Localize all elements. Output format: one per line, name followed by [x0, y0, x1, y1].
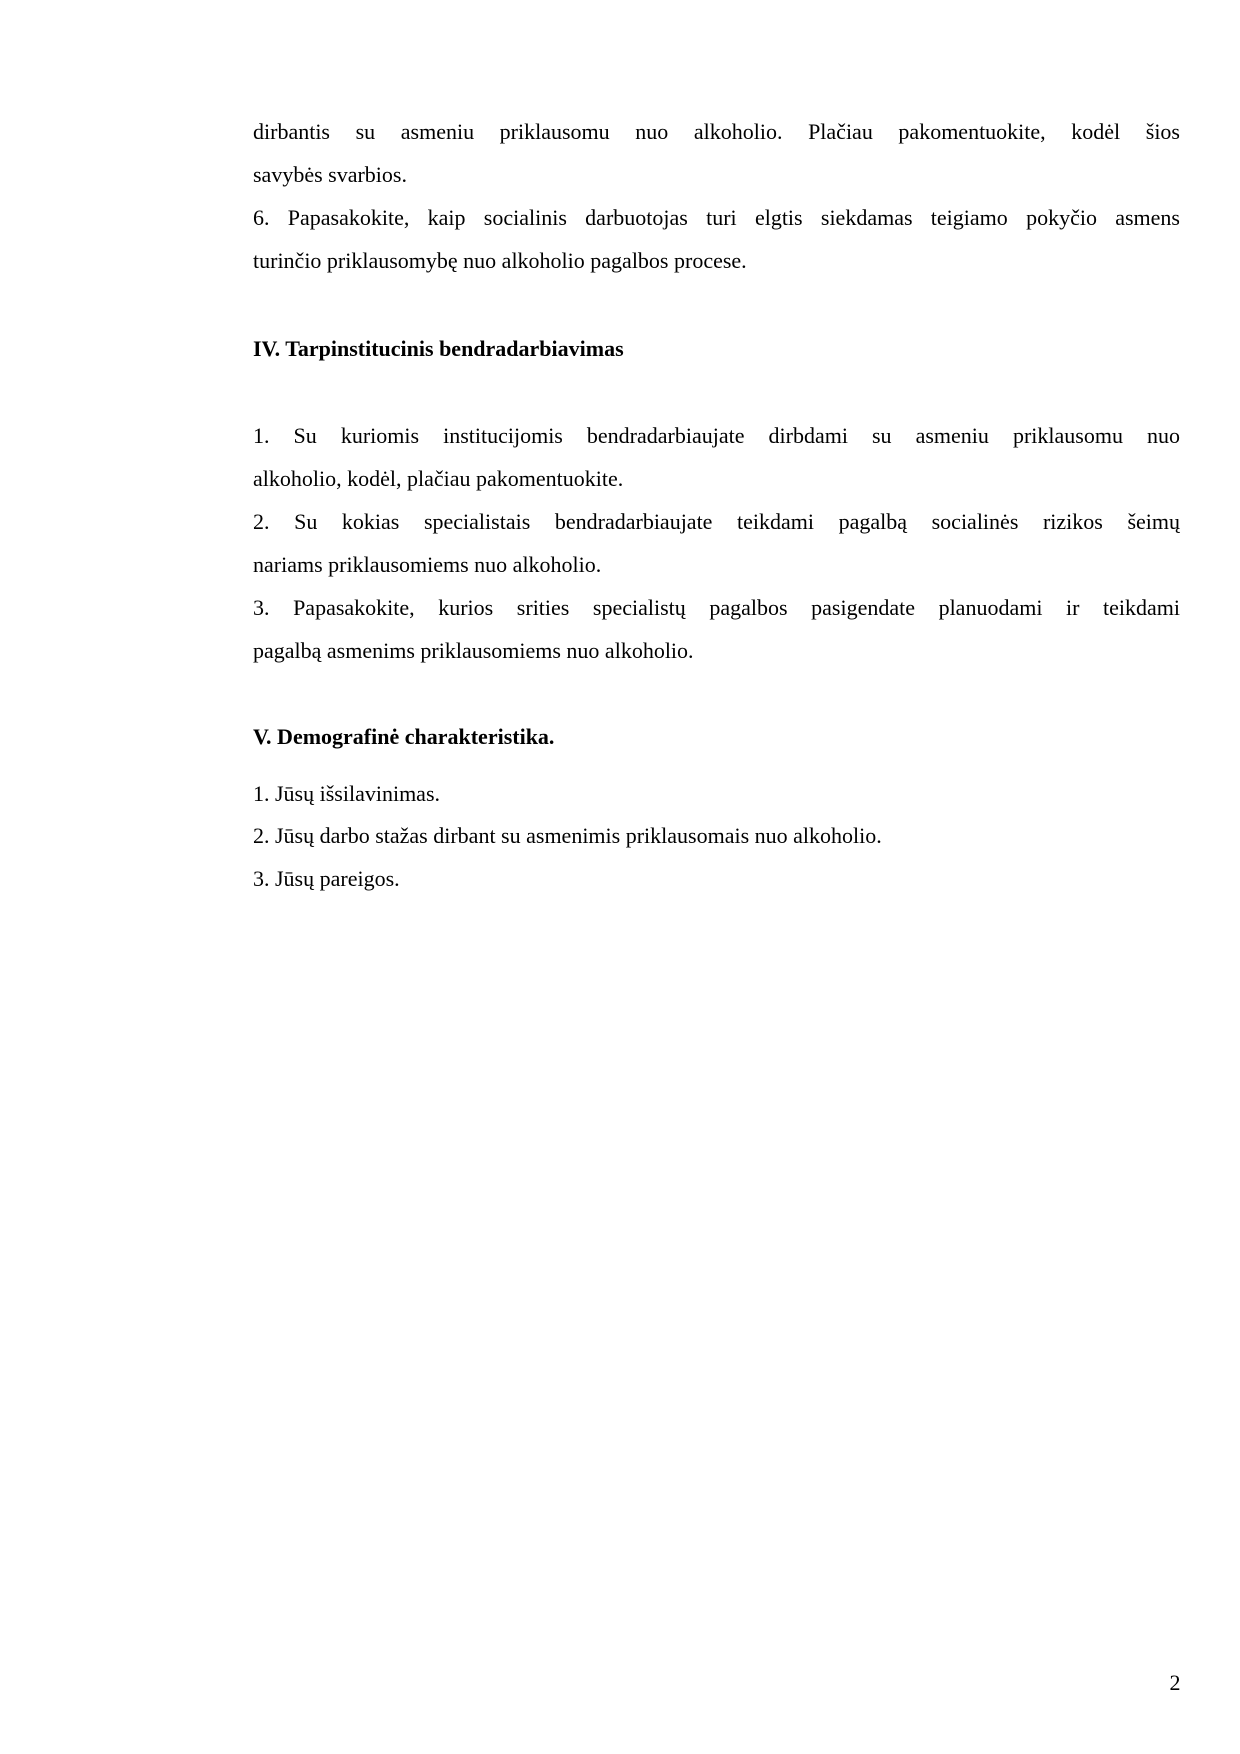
paragraph-line: dirbantis su asmeniu priklausomu nuo alkoholio. Plačiau pakomentuokite, kodėl šios — [253, 119, 1180, 144]
paragraph-line: savybės svarbios. — [253, 162, 407, 187]
section4-item-3-cont: pagalbą asmenims priklausomiems nuo alkoholio. — [253, 638, 694, 663]
section4-item-3: 3. Papasakokite, kurios srities specialistų pagalbos pasigendate planuodami ir teikdami — [253, 595, 1180, 620]
section-heading-v: V. Demografinė charakteristika. — [253, 724, 555, 749]
question-item-6-cont: turinčio priklausomybę nuo alkoholio pagalbos procese. — [253, 248, 747, 273]
section-heading-iv: IV. Tarpinstitucinis bendradarbiavimas — [253, 336, 624, 361]
page-number: 2 — [1169, 1670, 1181, 1695]
section4-item-1: 1. Su kuriomis institucijomis bendradarbiaujate dirbdami su asmeniu priklausomu nuo — [253, 423, 1180, 448]
section4-item-2-cont: nariams priklausomiems nuo alkoholio. — [253, 552, 602, 577]
section5-item-1: 1. Jūsų išsilavinimas. — [253, 781, 441, 806]
section4-item-2: 2. Su kokias specialistais bendradarbiaujate teikdami pagalbą socialinės rizikos šeimų — [253, 509, 1180, 534]
section4-item-1-cont: alkoholio, kodėl, plačiau pakomentuokite. — [253, 466, 624, 491]
section5-item-3: 3. Jūsų pareigos. — [253, 866, 400, 891]
section5-item-2: 2. Jūsų darbo stažas dirbant su asmenimis priklausomais nuo alkoholio. — [253, 823, 882, 848]
question-item-6: 6. Papasakokite, kaip socialinis darbuotojas turi elgtis siekdamas teigiamo pokyčio asmens — [253, 205, 1180, 230]
